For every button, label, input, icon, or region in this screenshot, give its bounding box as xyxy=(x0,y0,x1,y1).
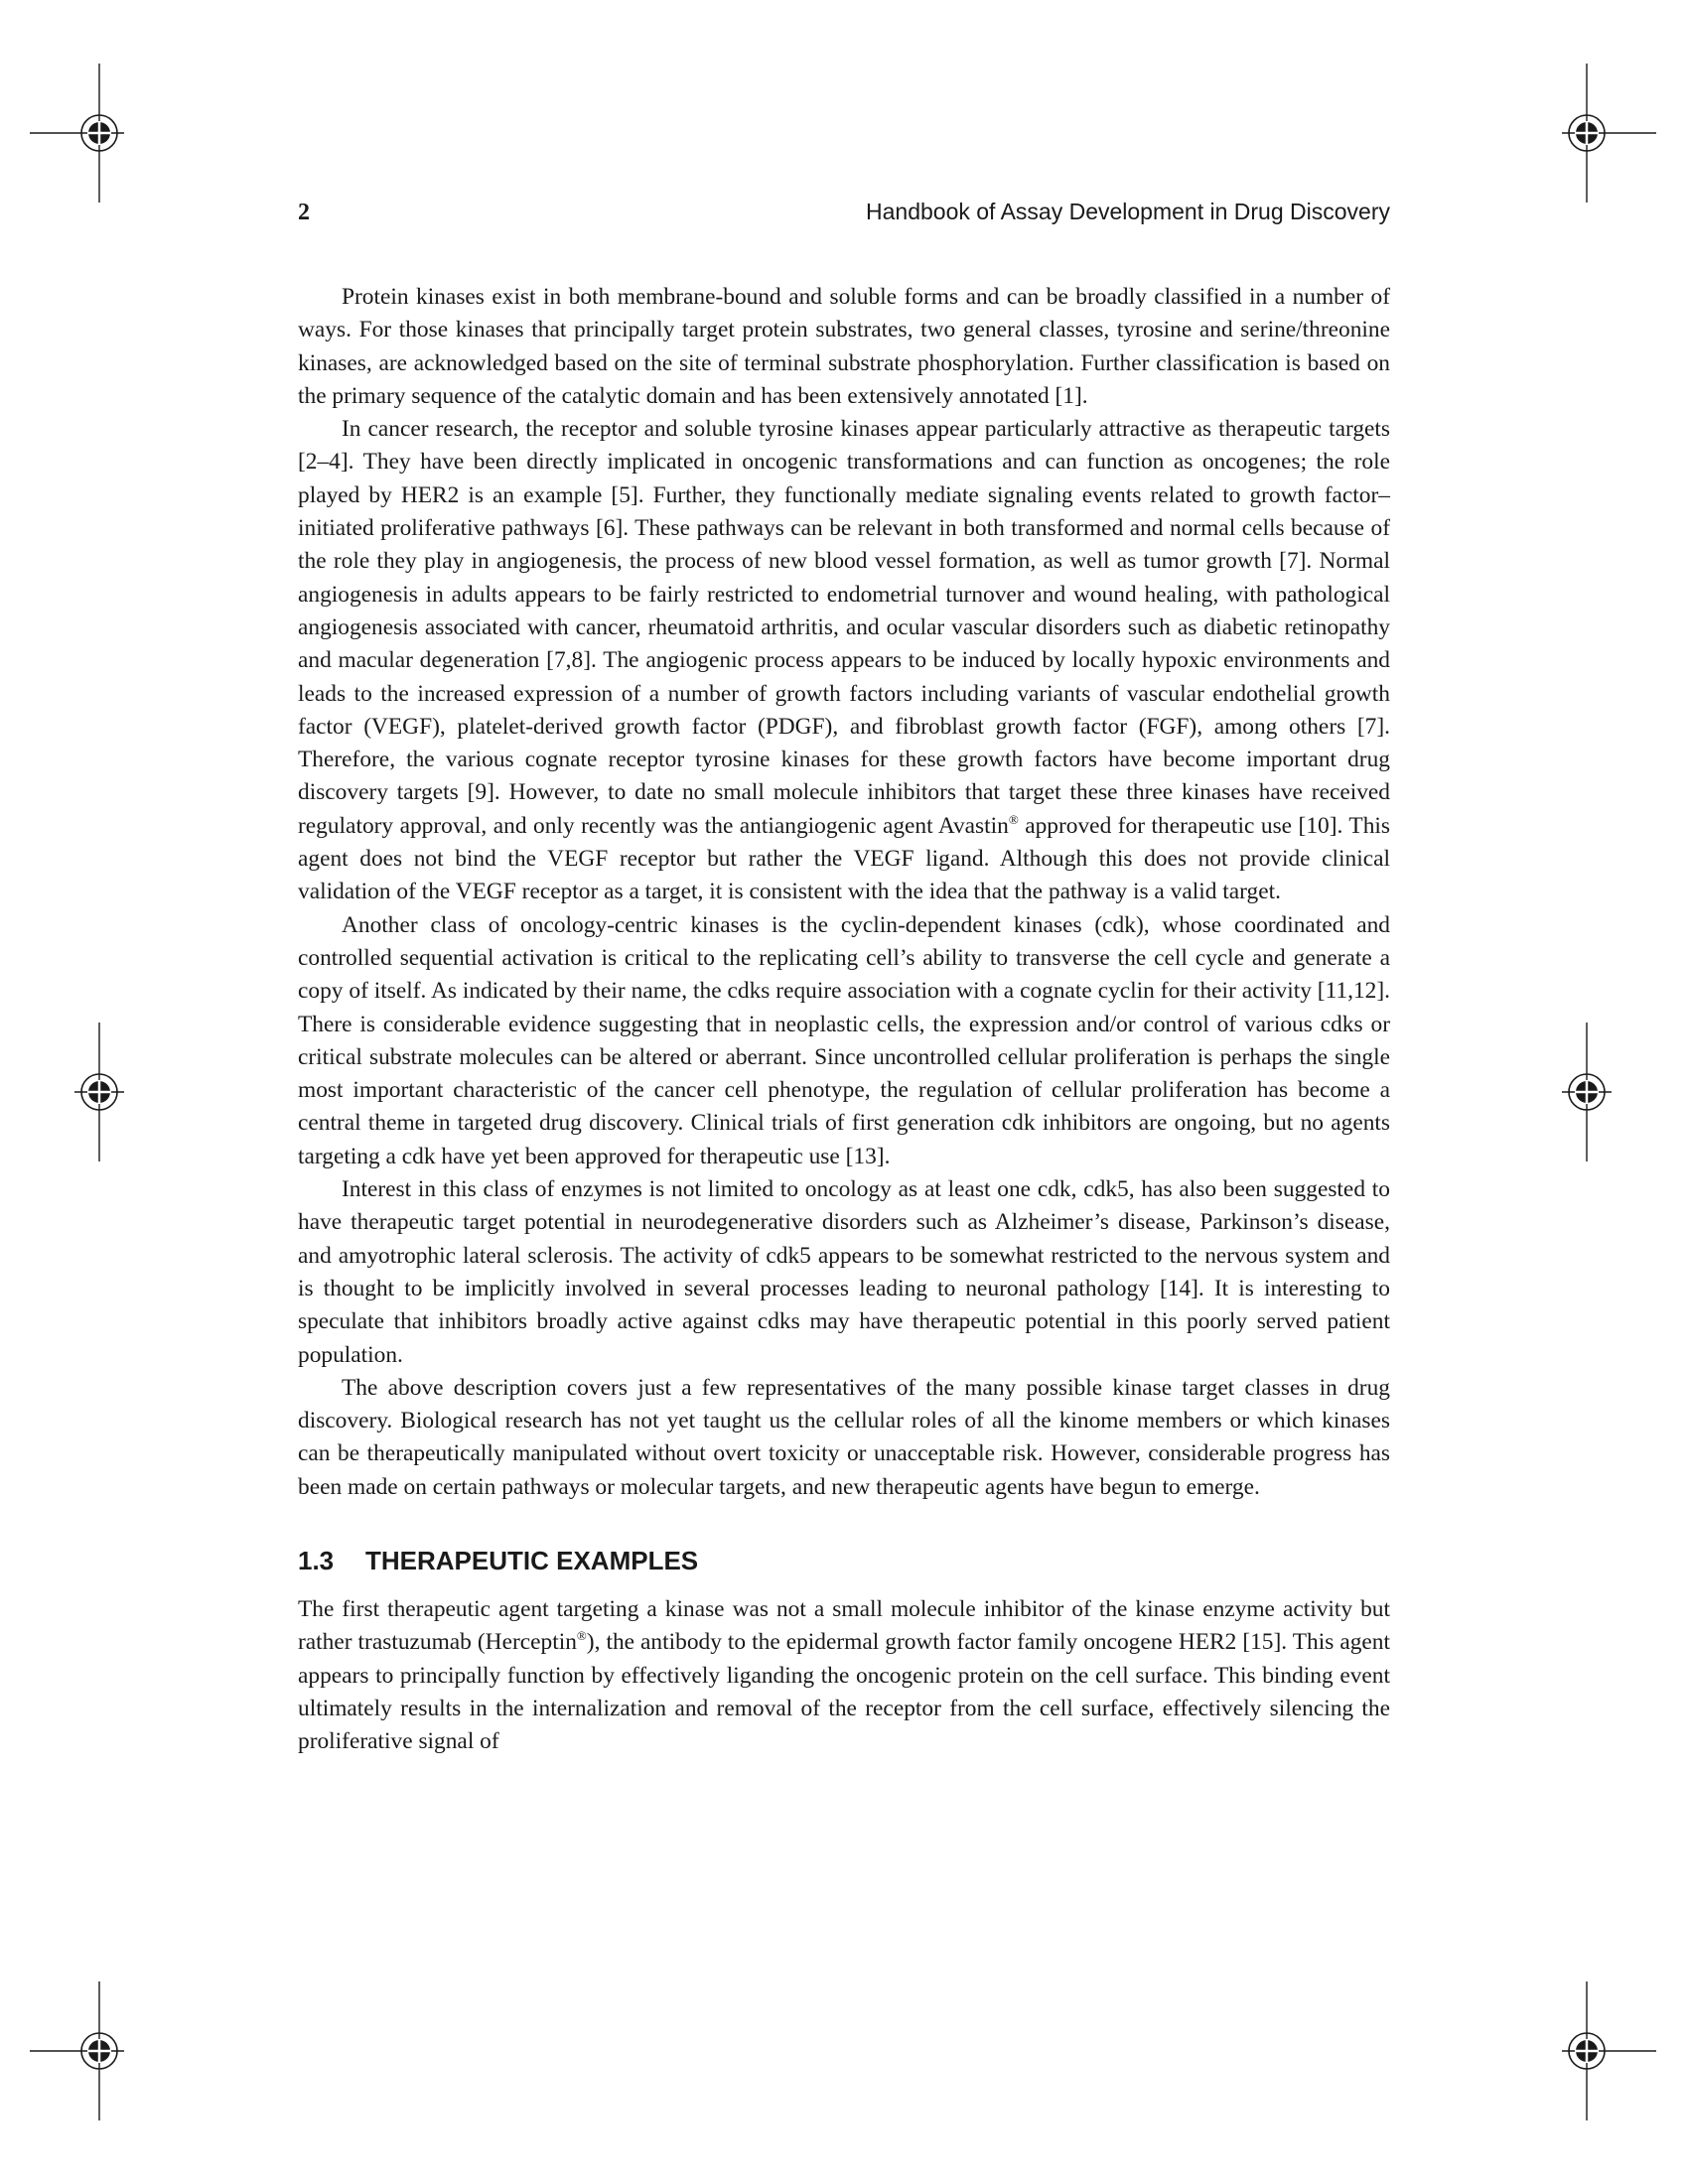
registered-mark: ® xyxy=(1008,811,1019,827)
paragraph-neurodegenerative: Interest in this class of enzymes is not limited to oncology as at least one cdk, cdk5, has also been suggested to have therapeutic target potential in neurodegenerative disorders such as Alzheimer’s disease, Parkinson’s disease, and amyotrophic lateral sclerosis. The activity of cdk5 appears to be somewhat restricted to the nervous system and is thought to be implicitly involved in several processes leading to neuronal pathology [14]. It is interesting to speculate that inhibitors broadly active against cdks may have therapeutic potential in this poorly served patient population. xyxy=(298,1176,1390,1368)
registration-mark-icon xyxy=(30,1023,169,1161)
section-heading xyxy=(298,1544,1390,1577)
registration-mark-icon xyxy=(1517,64,1656,203)
running-head xyxy=(298,199,1390,226)
registered-mark: ® xyxy=(576,1628,587,1644)
page-number: 2 xyxy=(298,200,310,225)
paragraph-text: In cancer research, the receptor and soluble tyrosine kinases appear particularly attractive as therapeutic targets [2–4]. They have been directly implicated in oncogenic transformations and can function as oncogenes; the role played by HER2 is an example [5]. Further, they functionally mediate signaling events related to growth factor–initiated proliferative pathways [6]. These pathways can be relevant in both transformed and normal cells because of the role they play in angiogenesis, the process of new blood vessel formation, as well as tumor growth [7]. Normal angiogenesis in adults appears to be fairly restricted to endometrial turnover and wound healing, with pathological angiogenesis associated with cancer, rheumatoid arthritis, and ocular vascular disorders such as diabetic retinopathy and macular degeneration [7,8]. The angiogenic process appears to be induced by locally hypoxic environments and leads to the increased expression of a number of growth factors including variants of vascular endothelial growth factor (VEGF), platelet-derived growth factor (PDGF), and fibroblast growth factor (FGF), among others [7]. Therefore, the various cognate receptor tyrosine kinases for these growth factors have become important drug discovery targets [9]. However, to date no small molecule inhibitors that target these three kinases have received regulatory approval, and only recently was the antiangiogenic agent Avastin xyxy=(298,416,1390,839)
paragraph-kinase-classification: Protein kinases exist in both membrane-bound and soluble forms and can be broadly classified in a number of ways. For those kinases that principally target protein substrates, two general classes, tyrosine and serine/threonine kinases, are acknowledged based on the site of terminal substrate phosphorylation. Further classification is based on the primary sequence of the catalytic domain and has been extensively annotated [1]. xyxy=(298,284,1390,409)
registration-mark-icon xyxy=(1517,1023,1656,1161)
paragraph-therapeutic-examples xyxy=(298,1593,1390,1758)
section-title: THERAPEUTIC EXAMPLES xyxy=(365,1545,699,1575)
paragraph-cdk: Another class of oncology-centric kinases is the cyclin-dependent kinases (cdk), whose coordinated and controlled sequential activation is critical to the replicating cell’s ability to transverse the cell cycle and generate a copy of itself. As indicated by their name, the cdks require association with a cognate cyclin for their activity [11,12]. There is considerable evidence suggesting that in neoplastic cells, the expression and/or control of various cdks or critical substrate molecules can be altered or aberrant. Since uncontrolled cellular proliferation is perhaps the single most important characteristic of the cancer cell phenotype, the regulation of cellular proliferation has become a central theme in targeted drug discovery. Clinical trials of first generation cdk inhibitors are ongoing, but no agents targeting a cdk have yet been approved for therapeutic use [13]. xyxy=(298,911,1390,1169)
registration-mark-icon xyxy=(30,1981,169,2120)
registration-mark-icon xyxy=(30,64,169,203)
paragraph-text: ), the antibody to the epidermal growth factor family oncogene HER2 [15]. This agent appears to principally function by effectively liganding the oncogenic protein on the cell surface. This binding event ultimately results in the internalization and removal of the receptor from the cell surface, effectively silencing the proliferative signal of xyxy=(298,1629,1390,1755)
page-content xyxy=(298,281,1390,1758)
paragraph-cancer-research xyxy=(298,413,1390,908)
paragraph-text: approved for therapeutic use [10]. This agent does not bind the VEGF receptor but rather the VEGF ligand. Although this does not provide clinical validation of the VEGF receptor as a target, it is consistent with the idea that the pathway is a valid target. xyxy=(298,812,1390,905)
section-number: 1.3 xyxy=(298,1545,335,1575)
paragraph-text: The first therapeutic agent targeting a kinase was not a small molecule inhibitor of the kinase enzyme activity but rather trastuzumab (Herceptin xyxy=(298,1595,1390,1656)
book-title: Handbook of Assay Development in Drug Discovery xyxy=(866,199,1390,224)
paragraph-summary: The above description covers just a few representatives of the many possible kinase target classes in drug discovery. Biological research has not yet taught us the cellular roles of all the kinome members or which kinases can be therapeutically manipulated without overt toxicity or unacceptable risk. However, considerable progress has been made on certain pathways or molecular targets, and new therapeutic agents have begun to emerge. xyxy=(298,1374,1390,1500)
registration-mark-icon xyxy=(1517,1981,1656,2120)
